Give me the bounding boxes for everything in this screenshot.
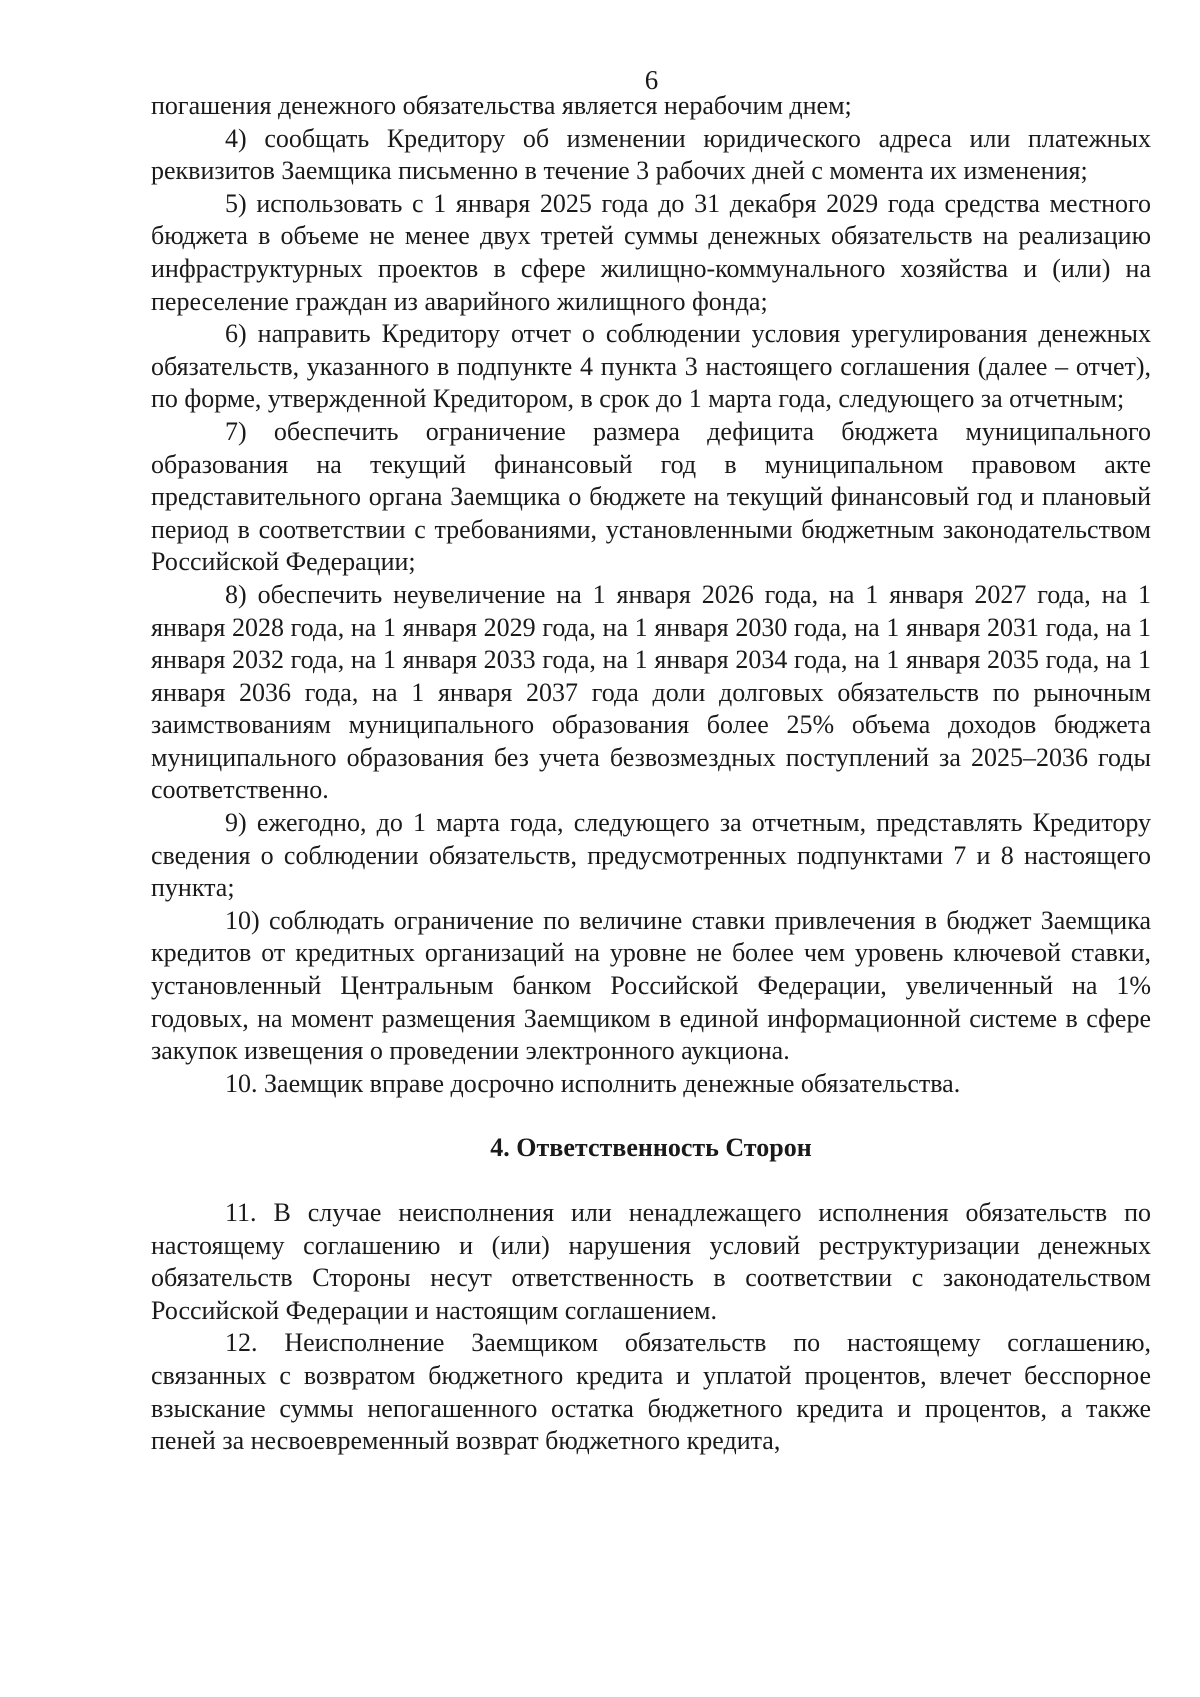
paragraph-text: погашения денежного обязательства является нерабочим днем; bbox=[151, 91, 852, 120]
paragraph-text: ежегодно, до 1 марта года, следующего за отчетным, представлять Кредитору сведения о соблюдении обязательств, предусмотренных подпунктами 7 и 8 настоящего пункта; bbox=[151, 808, 1152, 903]
paragraph-item-8 bbox=[151, 579, 1151, 807]
item-number: 4) bbox=[225, 123, 247, 153]
paragraph-item-9 bbox=[151, 807, 1151, 905]
clause-number: 12. bbox=[225, 1328, 258, 1358]
paragraph-clause-12 bbox=[151, 1327, 1151, 1457]
page-number: 6 bbox=[644, 65, 659, 95]
paragraph-text: обеспечить неувеличение на 1 января 2026 года, на 1 января 2027 года, на 1 января 2028 года, на 1 января 2029 года, на 1 января 2030 года, на 1 января 2031 года, на 1 января 2032 года, на 1 января 2033 года, на 1 января 2034 года, на 1 января 2035 года, на 1 января 2036 года, на 1 января 2037 года доли долговых обязательств по рыночным заимствованиям муниципального образования более 25% объема доходов бюджета муниципального образования без учета безвозмездных поступлений за 2025–2036 годы соответственно. bbox=[151, 579, 1152, 805]
section-heading: 4. Ответственность Сторон bbox=[490, 1133, 812, 1163]
item-number: 5) bbox=[225, 188, 247, 218]
item-number: 9) bbox=[225, 808, 247, 838]
document-body bbox=[151, 90, 1151, 1458]
clause-number: 11. bbox=[225, 1198, 257, 1227]
paragraph-item-10 bbox=[151, 905, 1151, 1068]
paragraph-text: использовать с 1 января 2025 года до 31 декабря 2029 года средства местного бюджета в объеме не менее двух третей суммы денежных обязательств на реализацию инфраструктурных проектов в сфере жилищно-коммунального хозяйства и (или) на переселение граждан из аварийного жилищного фонда; bbox=[151, 188, 1151, 316]
paragraph-text: Заемщик вправе досрочно исполнить денежные обязательства. bbox=[264, 1068, 961, 1098]
item-number: 10) bbox=[225, 905, 260, 935]
paragraph-text: направить Кредитору отчет о соблюдении условия урегулирования денежных обязательств, указанного в подпункте 4 пункта 3 настоящего соглашения (далее – отчет), по форме, утвержденной Кредитором, в срок до 1 марта года, следующего за отчетным; bbox=[151, 319, 1151, 414]
paragraph-text: обеспечить ограничение размера дефицита бюджета муниципального образования на текущий финансовый год в муниципальном правовом акте представительного органа Заемщика о бюджете на текущий финансовый год и плановый период в соответствии с требованиями, установленными бюджетным законодательством Российской Федерации; bbox=[151, 416, 1151, 577]
paragraph-item-7 bbox=[151, 416, 1151, 579]
paragraph-clause-10 bbox=[151, 1068, 1151, 1101]
paragraph-item-6 bbox=[151, 318, 1151, 416]
paragraph-text: соблюдать ограничение по величине ставки привлечения в бюджет Заемщика кредитов от кредитных организаций на уровне не более чем уровень ключевой ставки, установленный Центральным банком Российской Федерации, увеличенный на 1% годовых, на момент размещения Заемщиком в единой информационной системе в сфере закупок извещения о проведении электронного аукциона. bbox=[151, 905, 1151, 1066]
item-number: 8) bbox=[225, 579, 247, 609]
paragraph-item-4 bbox=[151, 123, 1151, 188]
paragraph-text: сообщать Кредитору об изменении юридического адреса или платежных реквизитов Заемщика письменно в течение 3 рабочих дней с момента их изменения; bbox=[151, 123, 1151, 186]
paragraph-item-5 bbox=[151, 188, 1151, 318]
paragraph-text: Неисполнение Заемщиком обязательств по настоящему соглашению, связанных с возвратом бюджетного кредита и уплатой процентов, влечет бесспорное взыскание суммы непогашенного остатка бюджетного кредита и процентов, а также пеней за несвоевременный возврат бюджетного кредита, bbox=[151, 1328, 1152, 1456]
item-number: 7) bbox=[225, 416, 247, 446]
paragraph-text: В случае неисполнения или ненадлежащего исполнения обязательств по настоящему соглашению и (или) нарушения условий реструктуризации денежных обязательств Стороны несут ответственность в соответствии с законодательством Российской Федерации и настоящим соглашением. bbox=[151, 1198, 1151, 1325]
paragraph-clause-11 bbox=[151, 1197, 1151, 1327]
paragraph-continuation bbox=[151, 90, 1151, 123]
item-number: 6) bbox=[225, 319, 247, 349]
clause-number: 10. bbox=[225, 1068, 258, 1098]
